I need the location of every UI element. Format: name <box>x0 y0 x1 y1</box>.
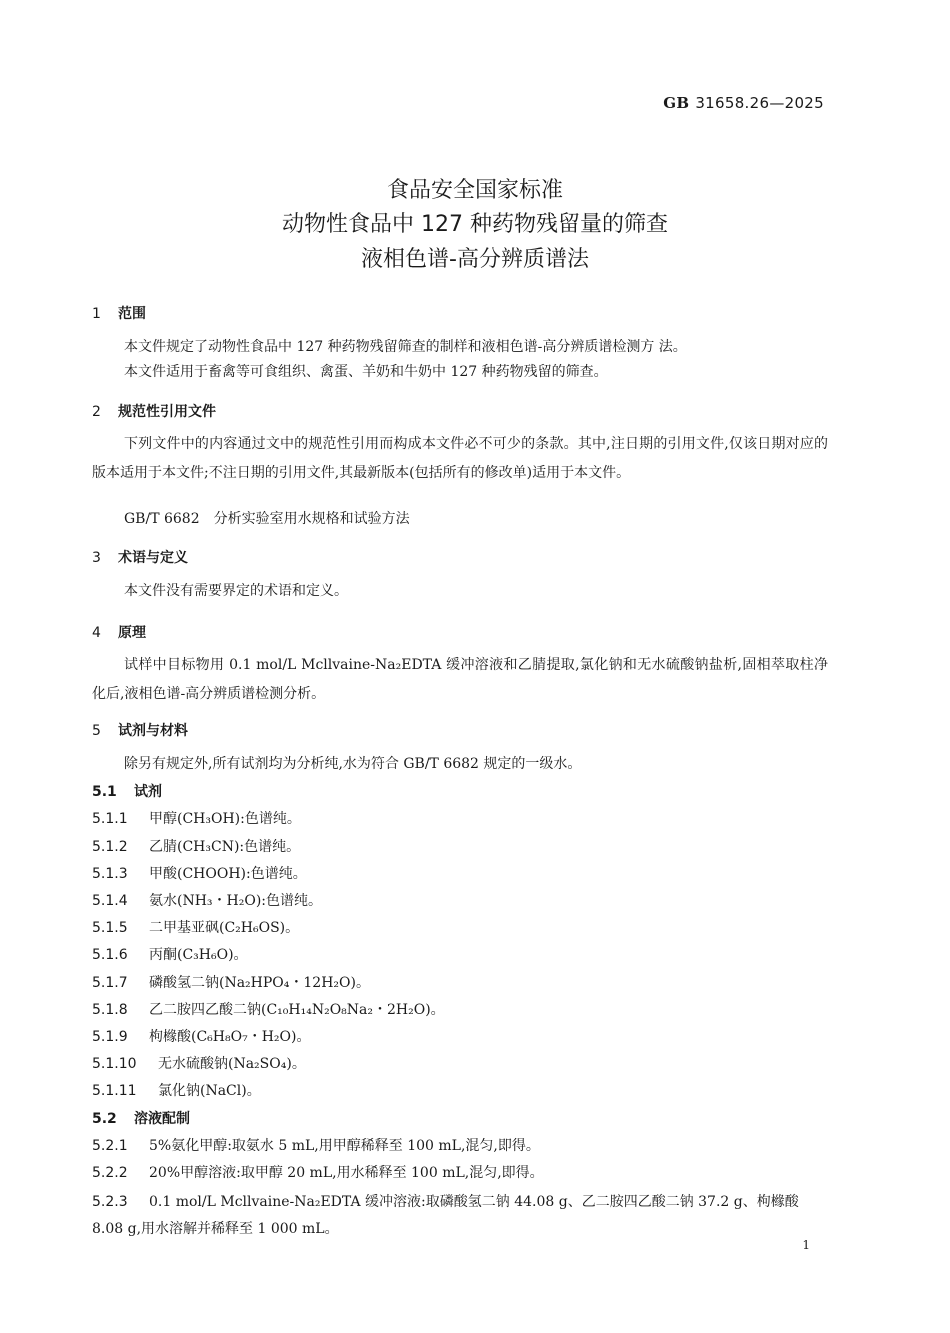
section-title: 试剂与材料 <box>118 723 188 739</box>
list-item: 5.1.4 氨水(NH₃・H₂O):色谱纯。 <box>92 893 323 909</box>
section-5-heading <box>92 720 188 740</box>
subsection-title: 试剂 <box>134 784 162 800</box>
list-item: 5.2.1 5%氨化甲醇:取氨水 5 mL,用甲醇稀释至 100 mL,混匀,即得。 <box>92 1138 540 1154</box>
list-item: 5.1.1 甲醇(CH₃OH):色谱纯。 <box>92 811 301 827</box>
standard-number: 31658.26—2025 <box>695 94 824 112</box>
list-item: 5.1.2 乙腈(CH₃CN):色谱纯。 <box>92 839 301 855</box>
section-title: 规范性引用文件 <box>118 404 216 420</box>
list-item: 5.2.2 20%甲醇溶液:取甲醇 20 mL,用水稀释至 100 mL,混匀,即得。 <box>92 1165 544 1181</box>
section-number: 2 <box>92 404 101 420</box>
subsection-title: 溶液配制 <box>134 1111 190 1127</box>
list-item: 5.1.6 丙酮(C₃H₆O)。 <box>92 947 248 963</box>
standard-prefix: GB <box>663 94 690 112</box>
title-line-3: 液相色谱-高分辨质谱法 <box>361 247 589 272</box>
subsection-5-1-heading <box>92 781 162 801</box>
section-2-heading <box>92 401 216 421</box>
section-1-para-2: 本文件适用于畜禽等可食组织、禽蛋、羊奶和牛奶中 127 种药物残留的筛查。 <box>124 364 608 380</box>
section-5-para-1: 除另有规定外,所有试剂均为分析纯,水为符合 GB/T 6682 规定的一级水。 <box>124 756 582 772</box>
page-number: 1 <box>802 1238 810 1252</box>
list-item: 5.1.7 磷酸氢二钠(Na₂HPO₄・12H₂O)。 <box>92 975 370 991</box>
section-1-para-1: 本文件规定了动物性食品中 127 种药物残留筛查的制样和液相色谱-高分辨质谱检测方 法。 <box>124 339 687 355</box>
list-item: 5.1.10 无水硫酸钠(Na₂SO₄)。 <box>92 1056 306 1072</box>
list-item: 5.1.8 乙二胺四乙酸二钠(C₁₀H₁₄N₂O₈Na₂・2H₂O)。 <box>92 1002 445 1018</box>
subsection-number: 5.1 <box>92 784 117 800</box>
section-number: 1 <box>92 306 101 322</box>
section-3-heading <box>92 547 188 567</box>
section-number: 4 <box>92 625 101 641</box>
section-3-para-1: 本文件没有需要界定的术语和定义。 <box>124 583 348 599</box>
title-line-2: 动物性食品中 127 种药物残留量的筛查 <box>282 212 668 237</box>
list-item: 5.1.3 甲酸(CHOOH):色谱纯。 <box>92 866 307 882</box>
list-item: 5.1.11 氯化钠(NaCl)。 <box>92 1083 261 1099</box>
section-number: 3 <box>92 550 101 566</box>
subsection-number: 5.2 <box>92 1111 117 1127</box>
standard-code <box>663 94 824 112</box>
section-4-para-1: 试样中目标物用 0.1 mol/L Mcllvaine-Na₂EDTA 缓冲溶液和乙腈提取,氯化钠和无水硫酸钠盐析,固相萃取柱净化后,液相色谱-高分辨质谱检测分析。 <box>92 657 828 702</box>
section-number: 5 <box>92 723 101 739</box>
section-title: 范围 <box>118 306 146 322</box>
subsection-5-2-heading <box>92 1108 190 1128</box>
section-title: 术语与定义 <box>118 550 188 566</box>
section-4-heading <box>92 622 146 642</box>
section-2-reference: GB/T 6682 分析实验室用水规格和试验方法 <box>124 511 410 527</box>
section-1-heading <box>92 303 146 323</box>
title-line-1: 食品安全国家标准 <box>386 178 563 203</box>
list-item: 5.1.9 枸橼酸(C₆H₈O₇・H₂O)。 <box>92 1029 311 1045</box>
list-item: 5.2.3 0.1 mol/L Mcllvaine-Na₂EDTA 缓冲溶液:取磷酸氢二钠 44.08 g、乙二胺四乙酸二钠 37.2 g、枸橼酸 8.08 g,用水溶解并稀释至 1 000 mL。 <box>92 1194 799 1237</box>
section-title: 原理 <box>118 625 146 641</box>
list-item: 5.1.5 二甲基亚砜(C₂H₆OS)。 <box>92 920 300 936</box>
section-2-para-1: 下列文件中的内容通过文中的规范性引用而构成本文件必不可少的条款。其中,注日期的引用文件,仅该日期对应的版本适用于本文件;不注日期的引用文件,其最新版本(包括所有的修改单)适用于本文件。 <box>92 436 828 481</box>
